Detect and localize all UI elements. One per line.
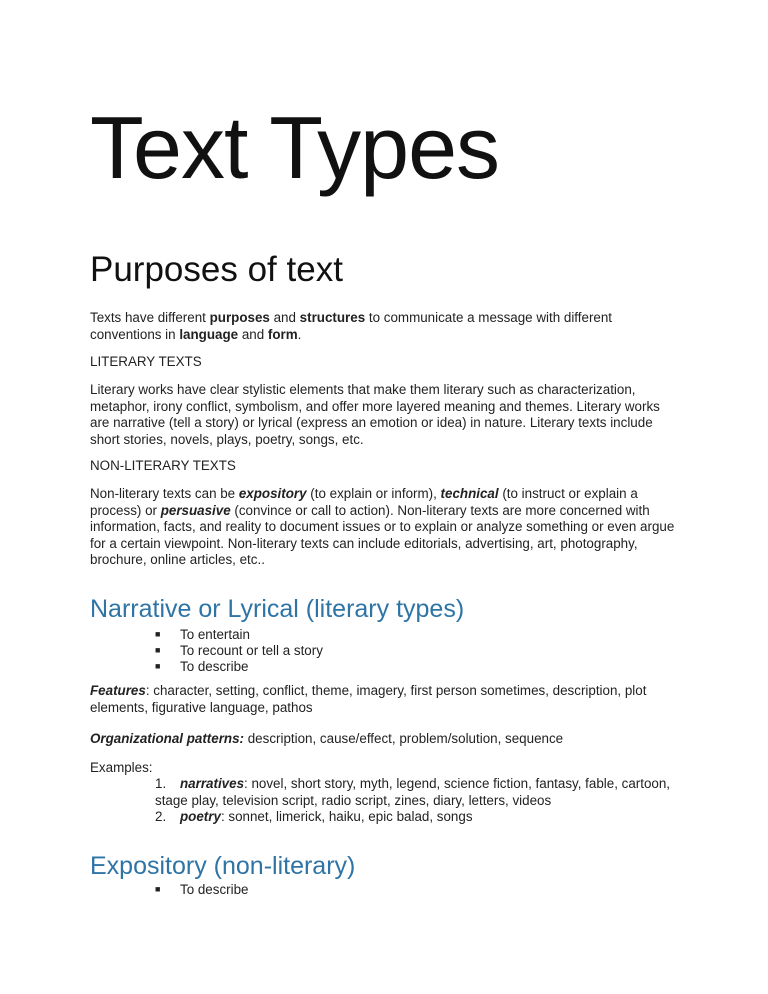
text: (convince or call to action). Non-literary texts are more concerned with information, facts, and reality to document issues or to explain or analyze something or even argue for a certain viewpoint. Non-literary texts can include editorials, advertising, art, photography, brochure, online articles, etc.. [90,502,675,568]
text: and [238,326,268,342]
text: . [297,326,302,342]
text: : novel, short story, myth, legend, science fiction, fantasy, fable, cartoon, stage play, television script, radio script, zines, diary, letters, videos [155,776,671,808]
example-label: poetry [180,809,221,824]
text: (to explain or inform), [306,486,441,501]
square-bullet-icon: ■ [155,629,161,639]
examples-label: Examples: [90,760,153,775]
nonliterary-label: NON-LITERARY TEXTS [90,458,236,473]
expository-heading: Expository (non-literary) [90,852,356,880]
org-label: Organizational patterns: [90,731,245,746]
bullet-text: To describe [180,882,249,897]
document-title: Text Types [90,98,500,197]
square-bullet-icon: ■ [155,661,161,671]
text: description, cause/effect, problem/solution, sequence [244,731,564,746]
text: : character, setting, conflict, theme, imagery, first person sometimes, description, plot elements, figurative language, pathos [90,683,647,715]
bullet-text: To entertain [180,627,250,642]
org-paragraph [90,731,680,748]
list-number: 2. [155,809,167,824]
bullet-text: To recount or tell a story [180,643,323,658]
square-bullet-icon: ■ [155,645,161,655]
list-item [155,776,685,809]
list-item [155,809,685,826]
list-item [155,881,248,899]
narrative-heading: Narrative or Lyrical (literary types) [90,595,465,623]
bold-structures: structures [299,310,366,325]
list-number: 1. [155,776,167,791]
bold-persuasive: persuasive [160,502,231,518]
bold-technical: technical [440,486,499,501]
text: : sonnet, limerick, haiku, epic balad, songs [220,809,473,824]
bold-purposes: purposes [209,310,270,325]
example-label: narratives [180,776,245,791]
text: Non-literary texts can be [90,486,239,501]
text: to communicate a message with different conventions in [90,310,613,342]
bold-language: language [179,326,239,342]
list-item [155,626,250,644]
nonliterary-paragraph [90,486,680,569]
text: and [269,310,300,325]
features-label: Features [90,683,146,698]
list-item [155,658,248,676]
text: Texts have different [90,310,210,325]
intro-paragraph [90,310,680,343]
bold-form: form [267,326,298,342]
purposes-heading: Purposes of text [90,250,343,289]
literary-label: LITERARY TEXTS [90,354,202,369]
bold-expository: expository [238,486,307,501]
literary-paragraph: Literary works have clear stylistic elements that make them literary such as characterization, metaphor, irony conflict, symbolism, and offer more layered meaning and themes. Literary works are narrative (tell a story) or lyrical (express an emotion or idea) in nature. Literary texts include short stories, novels, plays, poetry, songs, etc. [90,382,660,447]
square-bullet-icon: ■ [155,884,161,894]
bullet-text: To describe [180,659,249,674]
features-paragraph [90,683,680,716]
list-item [155,642,323,660]
text: (to instruct or explain a process) or [90,486,638,518]
